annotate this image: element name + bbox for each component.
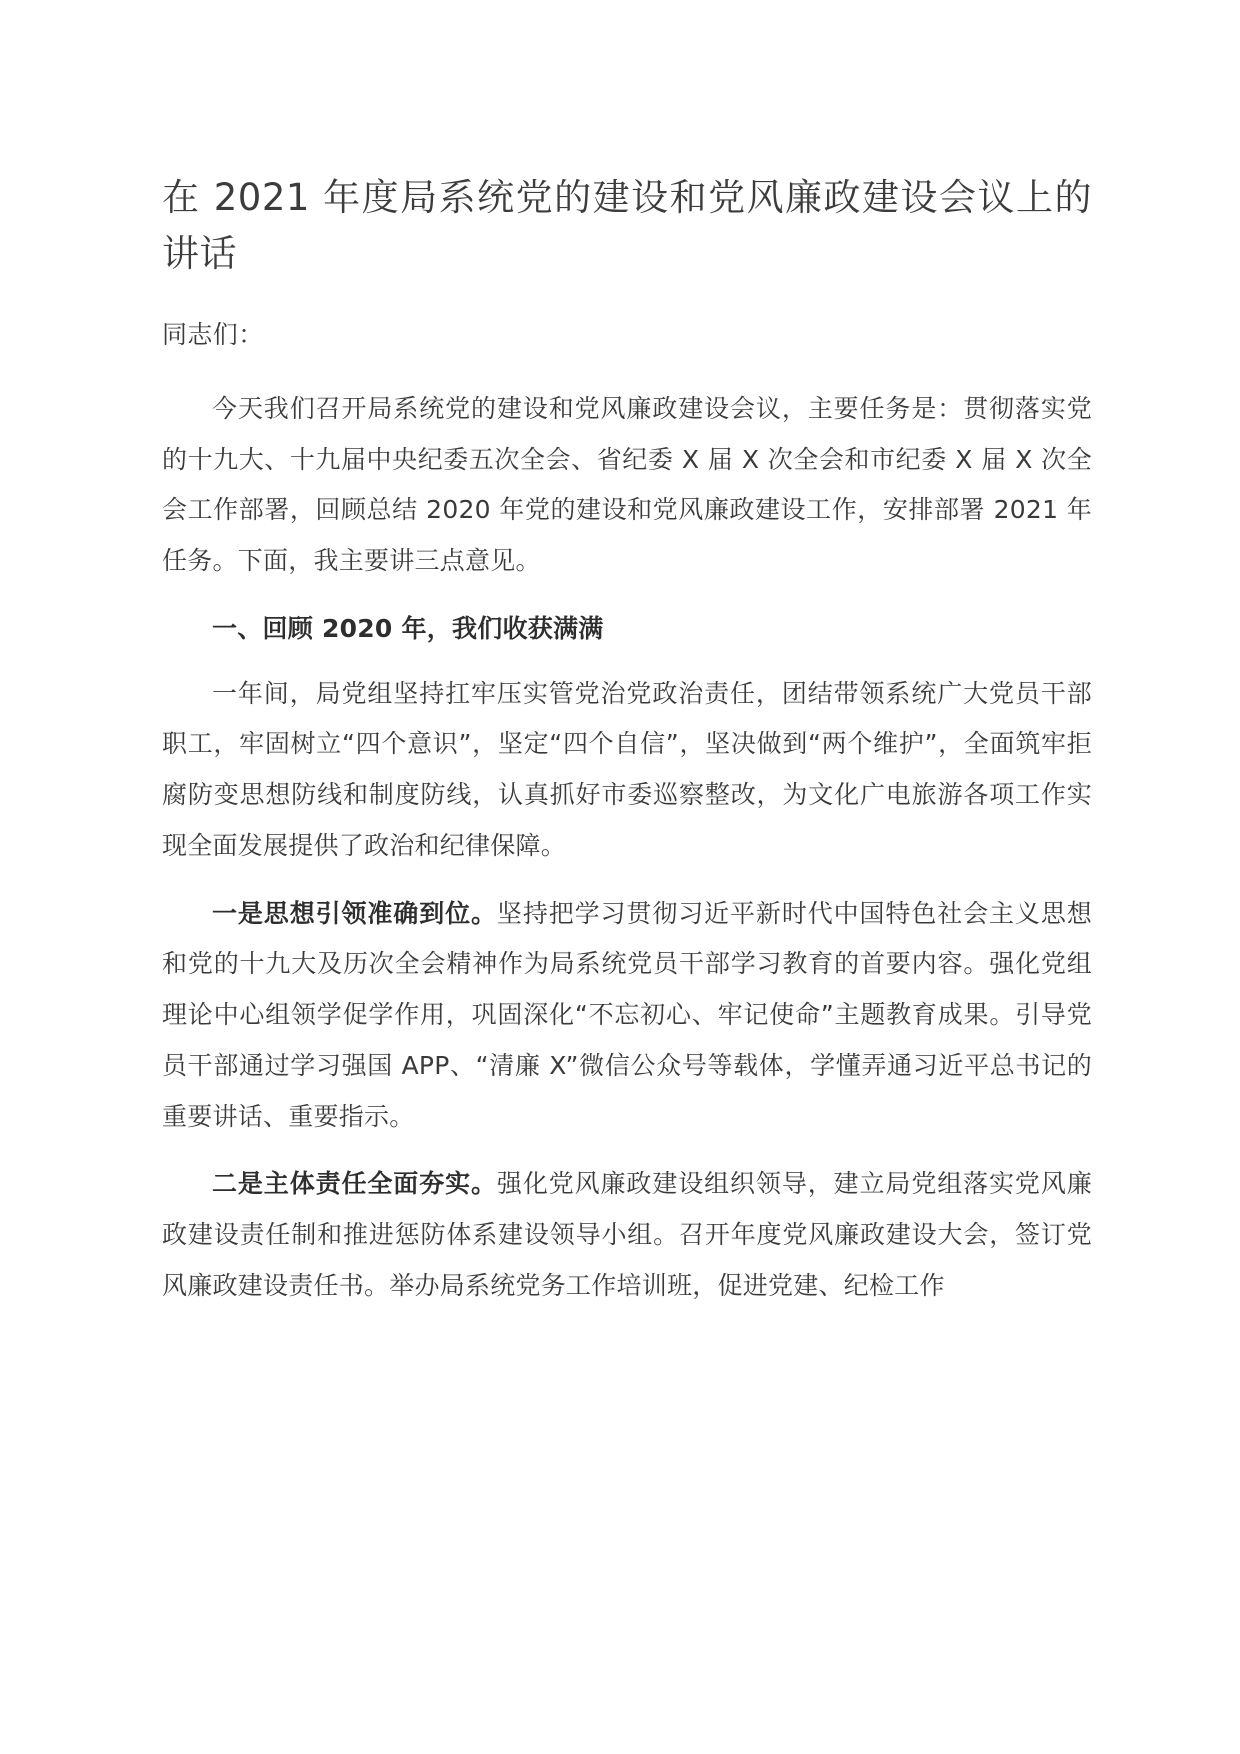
paragraph-point-two (162, 1159, 1092, 1311)
paragraph-point-one (162, 889, 1092, 1143)
point-one-lead: 一是思想引领准确到位。 (212, 898, 497, 928)
paragraph-opening: 今天我们召开局系统党的建设和党风廉政建设会议，主要任务是：贯彻落实党的十九大、十九届中央纪委五次全会、省纪委 X 届 X 次全会和市纪委 X 届 X 次全会工作部署，回顾总结 2020 年党的建设和党风廉政建设工作，安排部署 2021 年任务。下面，我主要讲三点意见。 (162, 393, 1092, 576)
point-one-body: 坚持把学习贯彻习近平新时代中国特色社会主义思想和党的十九大及历次全会精神作为局系统党员干部学习教育的首要内容。强化党组理论中心组领学促学作用，巩固深化“不忘初心、牢记使命”主题教育成果。引导党员干部通过学习强国 APP、“清廉 X”微信公众号等载体，学懂弄通习近平总书记的重要讲话、重要指示。 (162, 898, 1092, 1131)
page-title: 在 2021 年度局系统党的建设和党风廉政建设会议上的讲话 (162, 176, 1092, 276)
salutation: 同志们： (162, 320, 264, 350)
section-heading-one: 一、回顾 2020 年，我们收获满满 (212, 613, 604, 643)
point-two-body: 强化党风廉政建设组织领导，建立局党组落实党风廉政建设责任制和推进惩防体系建设领导小组。召开年度党风廉政建设大会，签订党风廉政建设责任书。举办局系统党务工作培训班，促进党建、纪检工作 (162, 1169, 1092, 1300)
paragraph-review-summary: 一年间，局党组坚持扛牢压实管党治党政治责任，团结带领系统广大党员干部职工，牢固树立“四个意识”，坚定“四个自信”，坚决做到“两个维护”，全面筑牢拒腐防变思想防线和制度防线，认真抓好市委巡察整改，为文化广电旅游各项工作实现全面发展提供了政治和纪律保障。 (162, 678, 1092, 860)
point-two-lead: 二是主体责任全面夯实。 (212, 1169, 497, 1199)
